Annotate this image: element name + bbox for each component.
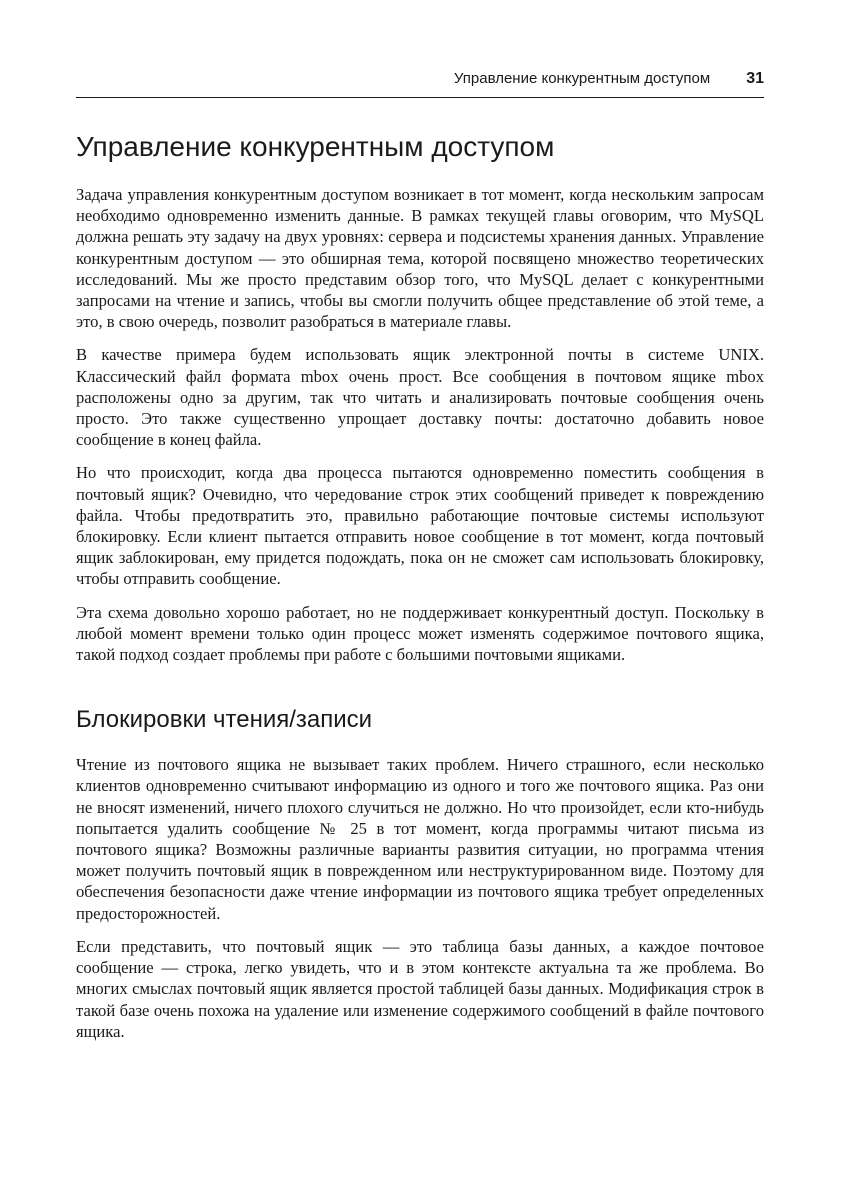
page-body [76,128,764,1054]
paragraph: Задача управления конкурентным доступом возникает в тот момент, когда нескольким запросам необходимо одновременно изменить данные. В рамках текущей главы оговорим, что MySQL должна решать эту задачу на двух уровнях: сервера и подсистемы хранения данных. Управление конкурентным доступом — это обширная тема, которой посвящено множество теоретических исследований. Мы же просто представим обзор того, что MySQL делает с конкурентными запросами на чтение и запись, чтобы вы смогли получить общее представление об этой теме, а это, в свою очередь, позволит разобраться в материале главы. [76,185,764,332]
section-concurrency-control [76,128,764,665]
paragraph: В качестве примера будем использовать ящик электронной почты в системе UNIX. Классический файл формата mbox очень прост. Все сообщения в почтовом ящике mbox расположены одно за другим, так что читать и анализировать почтовые сообщения очень просто. Это также существенно упрощает доставку почты: достаточно добавить новое сообщение в конец файла. [76,345,764,450]
subsection-heading: Блокировки чтения/записи [76,706,373,734]
paragraph: Чтение из почтового ящика не вызывает таких проблем. Ничего страшного, если несколько клиентов одновременно считывают информацию из одного и того же почтового ящика. Раз они не вносят изменений, ничего плохого случиться не должно. Но что произойдет, если кто-нибудь попытается удалить сообщение № 25 в тот момент, когда программы читают письма из почтового ящика? Возможны различные варианты развития ситуации, но программа чтения может получить почтовый ящик в поврежденном или неструктурированном виде. Поэтому для обеспечения безопасности даже чтение информации из почтового ящика требует определенных предосторожностей. [76,755,764,923]
running-header [76,70,764,88]
page-number: 31 [746,70,764,87]
paragraph: Если представить, что почтовый ящик — это таблица базы данных, а каждое почтовое сообщение — строка, легко увидеть, что и в этом контексте актуальна та же проблема. Во многих смыслах почтовый ящик является простой таблицей базы данных. Модификация строк в такой базе очень похожа на удаление или изменение содержимого сообщений в файле почтового ящика. [76,936,764,1041]
section-heading: Управление конкурентным доступом [76,131,555,162]
paragraph: Эта схема довольно хорошо работает, но не поддерживает конкурентный доступ. Поскольку в любой момент времени только один процесс может изменять содержимое почтового ящика, такой подход создает проблемы при работе с большими почтовыми ящиками. [76,602,764,665]
header-rule [76,97,764,98]
section-read-write-locks [76,704,764,1042]
paragraph: Но что происходит, когда два процесса пытаются одновременно поместить сообщения в почтовый ящик? Очевидно, что чередование строк этих сообщений приведет к повреждению файла. Чтобы предотвратить это, правильно работающие почтовые системы используют блокировку. Если клиент пытается отправить новое сообщение в тот момент, когда почтовый ящик заблокирован, ему придется подождать, пока он не сможет сам использовать блокировку, чтобы отправить сообщение. [76,463,764,589]
running-header-title: Управление конкурентным доступом [453,70,711,87]
